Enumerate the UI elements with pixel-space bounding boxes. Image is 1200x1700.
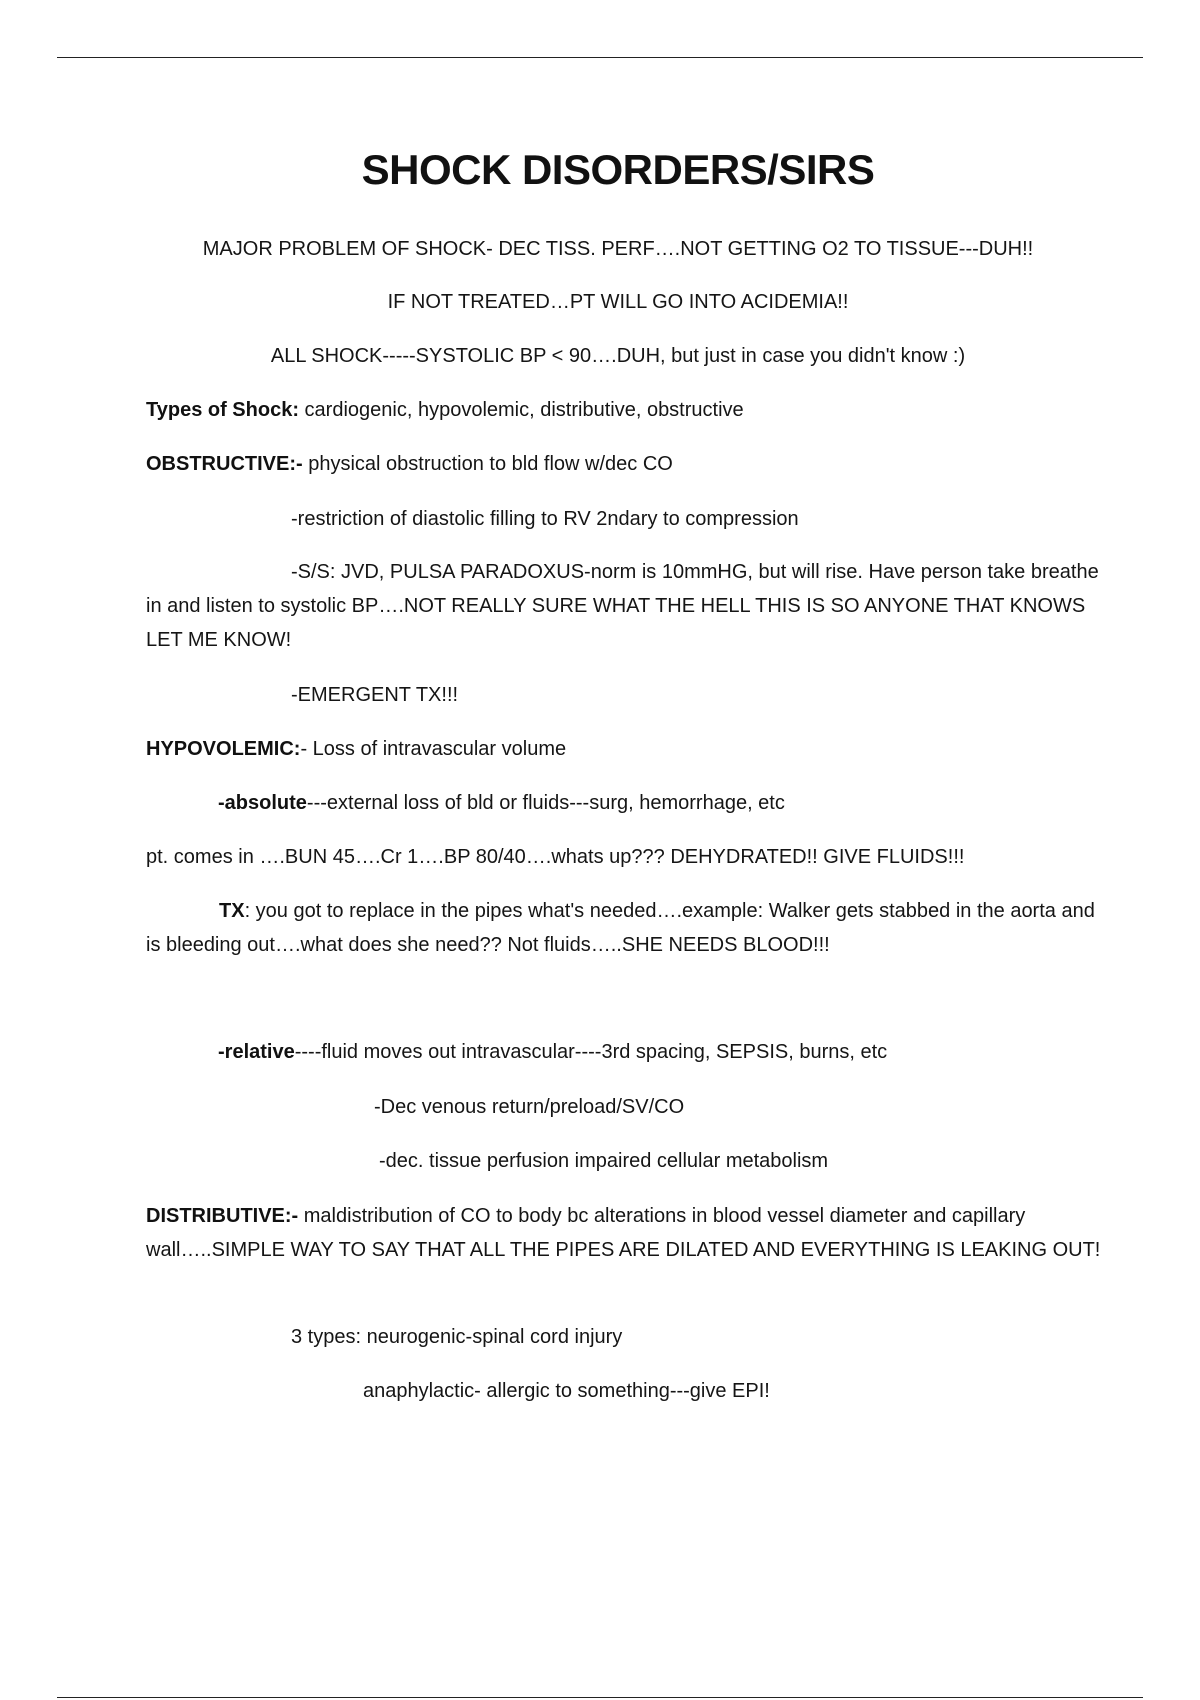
top-rule [57,57,1143,58]
tx-text: : you got to replace in the pipes what's needed….example: Walker gets stabbed in the aorta and is bleeding out….what does she need?? Not fluids…..SHE NEEDS BLOOD!!! [146,900,1095,956]
hypovolemic-heading-line [146,732,566,766]
distributive-text: maldistribution of CO to body bc alterations in blood vessel diameter and capillary wall…..SIMPLE WAY TO SAY THAT ALL THE PIPES ARE DILATED AND EVERYTHING IS LEAKING OUT! [146,1205,1101,1261]
tx-label: TX [219,900,245,922]
obstructive-emergent: -EMERGENT TX!!! [291,684,459,706]
bottom-rule [57,1697,1143,1698]
relative-text: ----fluid moves out intravascular----3rd spacing, SEPSIS, burns, etc [294,1041,888,1063]
obstructive-label: OBSTRUCTIVE:- [146,453,303,475]
dec-tissue-line: -dec. tissue perfusion impaired cellular metabolism [379,1150,829,1172]
intro-line-2: IF NOT TREATED…PT WILL GO INTO ACIDEMIA!! [387,291,849,313]
obstructive-text: physical obstruction to bld flow w/dec CO [302,453,673,475]
relative-label: -relative [218,1041,295,1063]
absolute-label: -absolute [218,792,307,814]
tx-paragraph [146,894,1106,962]
types-of-shock-line [146,393,744,427]
distributive-types-line: 3 types: neurogenic-spinal cord injury [291,1326,623,1348]
relative-line [218,1035,887,1069]
absolute-text: ---external loss of bld or fluids---surg, hemorrhage, etc [306,792,785,814]
obstructive-signs-text: -S/S: JVD, PULSA PARADOXUS-norm is 10mmHG, but will rise. Have person take breathe in and listen to systolic BP….NOT REALLY SURE WHAT THE HELL THIS IS SO ANYONE THAT KNOWS LET ME KNOW! [146,561,1099,651]
distributive-label: DISTRIBUTIVE:- [146,1205,299,1227]
case-line: pt. comes in ….BUN 45….Cr 1….BP 80/40….whats up??? DEHYDRATED!! GIVE FLUIDS!!! [146,846,965,868]
dec-venous-line: -Dec venous return/preload/SV/CO [374,1096,685,1118]
distributive-paragraph [146,1199,1106,1267]
obstructive-restriction: -restriction of diastolic filling to RV 2ndary to compression [291,508,799,530]
obstructive-heading-line [146,447,673,481]
types-of-shock-label: Types of Shock: [146,399,299,421]
hypovolemic-label: HYPOVOLEMIC: [146,738,301,760]
absolute-line [218,786,785,820]
intro-line-1: MAJOR PROBLEM OF SHOCK- DEC TISS. PERF….NOT GETTING O2 TO TISSUE---DUH!! [202,238,1034,260]
types-of-shock-text: cardiogenic, hypovolemic, distributive, obstructive [299,399,744,421]
anaphylactic-line: anaphylactic- allergic to something---give EPI! [363,1380,770,1402]
document-title: SHOCK DISORDERS/SIRS [361,146,875,193]
obstructive-signs-paragraph [146,555,1106,657]
hypovolemic-text: - Loss of intravascular volume [300,738,567,760]
intro-line-3: ALL SHOCK-----SYSTOLIC BP < 90….DUH, but just in case you didn't know :) [270,345,966,367]
